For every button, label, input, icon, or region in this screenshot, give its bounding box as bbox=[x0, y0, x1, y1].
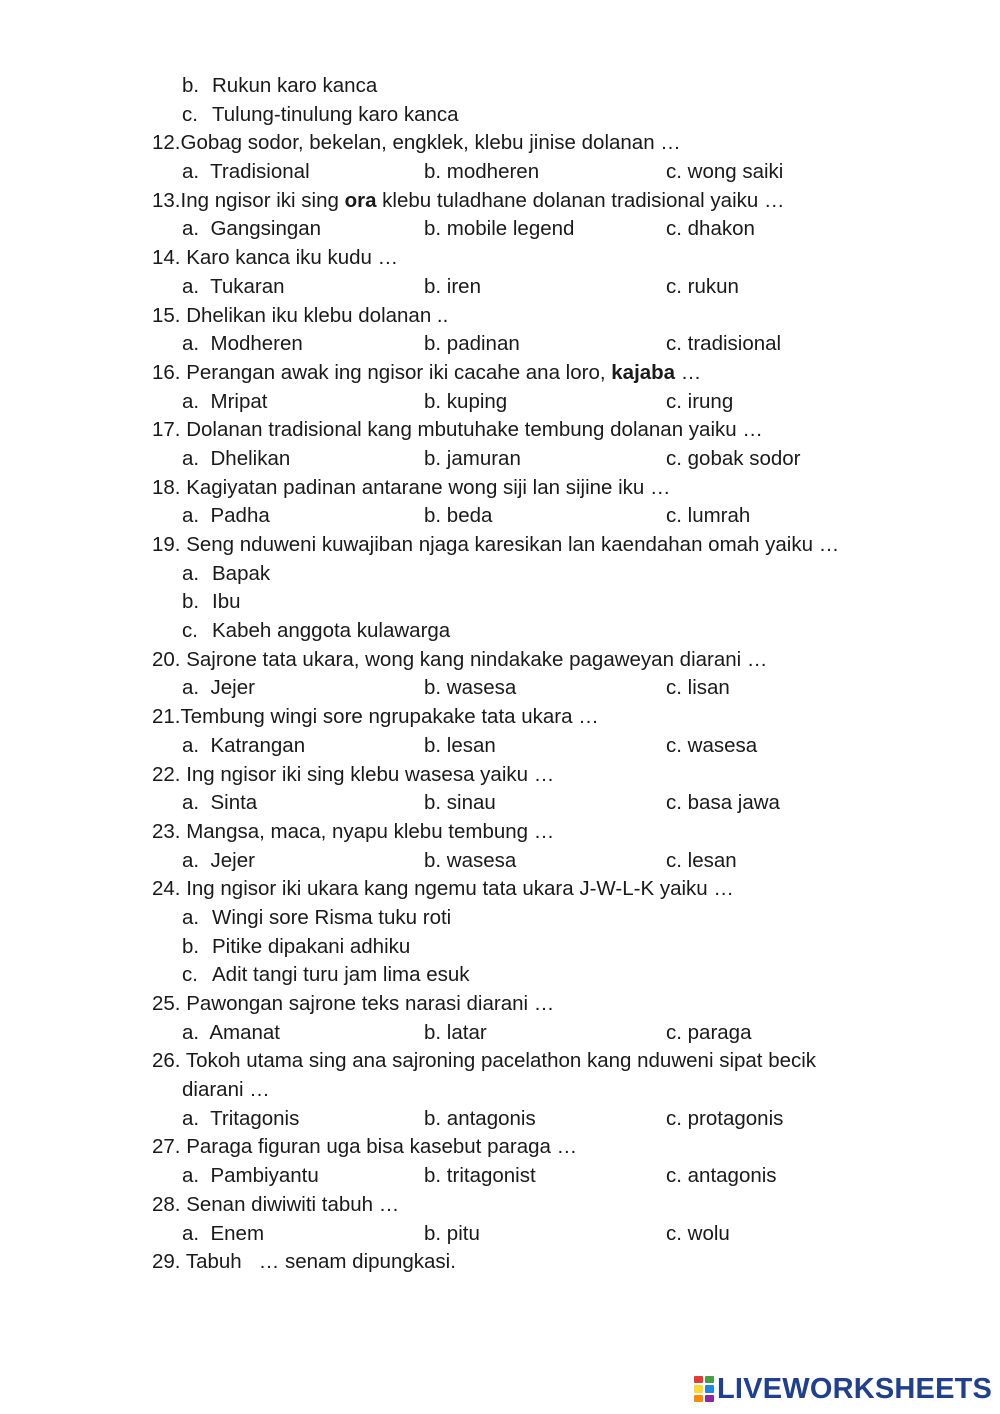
logo-tile bbox=[705, 1376, 714, 1383]
option-b: b. modheren bbox=[424, 160, 540, 184]
option-b: b. iren bbox=[424, 274, 481, 298]
question-line bbox=[0, 1191, 1000, 1220]
option-text: Bapak bbox=[212, 561, 271, 585]
option-a: a. Katrangan bbox=[182, 733, 306, 757]
question-line bbox=[0, 1133, 1000, 1162]
question-text: diarani … bbox=[182, 1078, 270, 1102]
question-line bbox=[0, 646, 1000, 675]
question-text: 19. Seng nduweni kuwajiban njaga karesikan lan kaendahan omah yaiku … bbox=[152, 533, 840, 556]
answer-options-row bbox=[0, 215, 1000, 244]
option-c: c. dhakon bbox=[666, 217, 755, 241]
option-letter: c. bbox=[182, 619, 198, 643]
option-a: a. Tritagonis bbox=[182, 1106, 300, 1130]
question-line bbox=[0, 531, 1000, 560]
option-c: c. lumrah bbox=[666, 504, 751, 528]
question-continuation bbox=[0, 1076, 1000, 1105]
option-b: b. kuping bbox=[424, 389, 508, 413]
liveworksheets-logo-icon bbox=[694, 1376, 714, 1402]
option-c: c. tradisional bbox=[666, 332, 782, 356]
option-c: c. paraga bbox=[666, 1020, 752, 1044]
option-c: c. wong saiki bbox=[666, 160, 784, 184]
option-a: a. Sinta bbox=[182, 791, 258, 815]
question-line bbox=[0, 875, 1000, 904]
option-a: a. Jejer bbox=[182, 676, 255, 700]
question-text: 25. Pawongan sajrone teks narasi diarani … bbox=[152, 992, 555, 1015]
question-text: 28. Senan diwiwiti tabuh … bbox=[152, 1192, 400, 1216]
option-c: c. antagonis bbox=[666, 1164, 777, 1188]
option-a: a. Enem bbox=[182, 1221, 265, 1245]
option-c: c. rukun bbox=[666, 274, 739, 298]
question-text: 23. Mangsa, maca, nyapu klebu tembung … bbox=[152, 819, 555, 843]
answer-options-row bbox=[0, 330, 1000, 359]
emphasis-word: ora bbox=[344, 188, 377, 212]
option-b: b. antagonis bbox=[424, 1106, 536, 1130]
question-text: 12.Gobag sodor, bekelan, engklek, klebu jinise dolanan … bbox=[152, 131, 681, 155]
question-line bbox=[0, 474, 1000, 503]
option-a: a. Dhelikan bbox=[182, 446, 291, 470]
answer-options-row bbox=[0, 732, 1000, 761]
option-text: Wingi sore Risma tuku roti bbox=[212, 905, 452, 929]
option-a: a. Padha bbox=[182, 504, 270, 528]
question-line bbox=[0, 761, 1000, 790]
option-b: b. tritagonist bbox=[424, 1164, 536, 1188]
question-text-tail: … bbox=[675, 360, 702, 384]
question-text: 18. Kagiyatan padinan antarane wong siji lan sijine iku … bbox=[152, 475, 671, 499]
option-letter: c. bbox=[182, 963, 198, 987]
answer-options-row bbox=[0, 445, 1000, 474]
answer-option-item bbox=[0, 101, 1000, 130]
answer-options-row bbox=[0, 1019, 1000, 1048]
answer-options-row bbox=[0, 388, 1000, 417]
option-b: b. pitu bbox=[424, 1221, 480, 1245]
option-text: Adit tangi turu jam lima esuk bbox=[212, 963, 470, 987]
answer-options-row bbox=[0, 789, 1000, 818]
option-c: c. protagonis bbox=[666, 1106, 784, 1130]
question-line bbox=[0, 359, 1000, 388]
question-text-tail: klebu tuladhane dolanan tradisional yaiku … bbox=[376, 188, 785, 212]
option-c: c. lesan bbox=[666, 848, 737, 872]
answer-option-item bbox=[0, 72, 1000, 101]
answer-options-row bbox=[0, 502, 1000, 531]
logo-tile bbox=[694, 1395, 703, 1402]
answer-options-row bbox=[0, 1162, 1000, 1191]
option-letter: b. bbox=[182, 934, 200, 958]
option-c: c. gobak sodor bbox=[666, 446, 801, 470]
question-text: 16. Perangan awak ing ngisor iki cacahe ana loro, bbox=[152, 360, 612, 384]
answer-options-row bbox=[0, 674, 1000, 703]
option-b: b. latar bbox=[424, 1020, 487, 1044]
question-line bbox=[0, 1248, 1000, 1277]
answer-option-item bbox=[0, 933, 1000, 962]
answer-options-row bbox=[0, 847, 1000, 876]
answer-option-item bbox=[0, 904, 1000, 933]
emphasis-word: kajaba bbox=[611, 360, 676, 384]
question-line bbox=[0, 818, 1000, 847]
option-letter: c. bbox=[182, 102, 198, 126]
footer-brand bbox=[694, 1372, 992, 1406]
option-c: c. wolu bbox=[666, 1221, 730, 1245]
question-text: 24. Ing ngisor iki ukara kang ngemu tata ukara J-W-L-K yaiku … bbox=[152, 877, 734, 901]
option-letter: b. bbox=[182, 74, 200, 97]
logo-tile bbox=[694, 1385, 703, 1392]
option-a: a. Gangsingan bbox=[182, 217, 322, 241]
answer-options-row bbox=[0, 273, 1000, 302]
question-text: 27. Paraga figuran uga bisa kasebut paraga … bbox=[152, 1135, 578, 1159]
question-line bbox=[0, 1047, 1000, 1076]
option-letter: a. bbox=[182, 905, 200, 929]
question-text: 17. Dolanan tradisional kang mbutuhake tembung dolanan yaiku … bbox=[152, 418, 763, 442]
option-a: a. Mripat bbox=[182, 389, 268, 413]
option-b: b. mobile legend bbox=[424, 217, 575, 241]
option-b: b. jamuran bbox=[424, 446, 521, 470]
option-text: Pitike dipakani adhiku bbox=[212, 934, 411, 958]
option-text: Kabeh anggota kulawarga bbox=[212, 619, 451, 643]
question-line bbox=[0, 129, 1000, 158]
option-b: b. lesan bbox=[424, 733, 496, 757]
question-text: 26. Tokoh utama sing ana sajroning pacelathon kang nduweni sipat becik bbox=[152, 1049, 817, 1073]
answer-option-item bbox=[0, 560, 1000, 589]
option-a: a. Pambiyantu bbox=[182, 1164, 319, 1188]
question-line bbox=[0, 416, 1000, 445]
worksheet-content bbox=[0, 72, 1000, 1277]
question-line bbox=[0, 187, 1000, 216]
answer-option-item bbox=[0, 588, 1000, 617]
option-c: c. lisan bbox=[666, 676, 730, 700]
option-a: a. Tukaran bbox=[182, 274, 285, 298]
question-text: 15. Dhelikan iku klebu dolanan .. bbox=[152, 303, 449, 327]
logo-tile bbox=[705, 1395, 714, 1402]
option-b: b. wasesa bbox=[424, 676, 517, 700]
question-line bbox=[0, 703, 1000, 732]
option-c: c. basa jawa bbox=[666, 791, 780, 815]
question-text: 14. Karo kanca iku kudu … bbox=[152, 246, 399, 270]
answer-options-row bbox=[0, 158, 1000, 187]
logo-tile bbox=[705, 1385, 714, 1392]
answer-options-row bbox=[0, 1220, 1000, 1249]
answer-option-item bbox=[0, 617, 1000, 646]
logo-tile bbox=[694, 1376, 703, 1383]
question-text: 13.Ing ngisor iki sing bbox=[152, 188, 345, 212]
question-text: 21.Tembung wingi sore ngrupakake tata ukara … bbox=[152, 705, 599, 729]
question-text: 29. Tabuh … senam dipungkasi. bbox=[152, 1250, 456, 1274]
option-a: a. Tradisional bbox=[182, 160, 310, 184]
question-text: 22. Ing ngisor iki sing klebu wasesa yaiku … bbox=[152, 762, 555, 786]
option-a: a. Amanat bbox=[182, 1020, 281, 1044]
option-letter: b. bbox=[182, 590, 200, 614]
option-c: c. wasesa bbox=[666, 733, 758, 757]
answer-options-row bbox=[0, 1105, 1000, 1134]
option-a: a. Modheren bbox=[182, 332, 303, 356]
question-line bbox=[0, 302, 1000, 331]
option-text: Rukun karo kanca bbox=[212, 74, 378, 97]
option-c: c. irung bbox=[666, 389, 734, 413]
option-b: b. sinau bbox=[424, 791, 496, 815]
option-letter: a. bbox=[182, 561, 200, 585]
brand-name: LIVEWORKSHEETS bbox=[717, 1372, 993, 1405]
question-text: 20. Sajrone tata ukara, wong kang nindakake pagaweyan diarani … bbox=[152, 647, 768, 671]
question-line bbox=[0, 990, 1000, 1019]
option-b: b. padinan bbox=[424, 332, 520, 356]
option-text: Tulung-tinulung karo kanca bbox=[212, 102, 459, 126]
option-text: Ibu bbox=[212, 590, 241, 614]
question-line bbox=[0, 244, 1000, 273]
option-a: a. Jejer bbox=[182, 848, 255, 872]
answer-option-item bbox=[0, 961, 1000, 990]
option-b: b. beda bbox=[424, 504, 493, 528]
option-b: b. wasesa bbox=[424, 848, 517, 872]
